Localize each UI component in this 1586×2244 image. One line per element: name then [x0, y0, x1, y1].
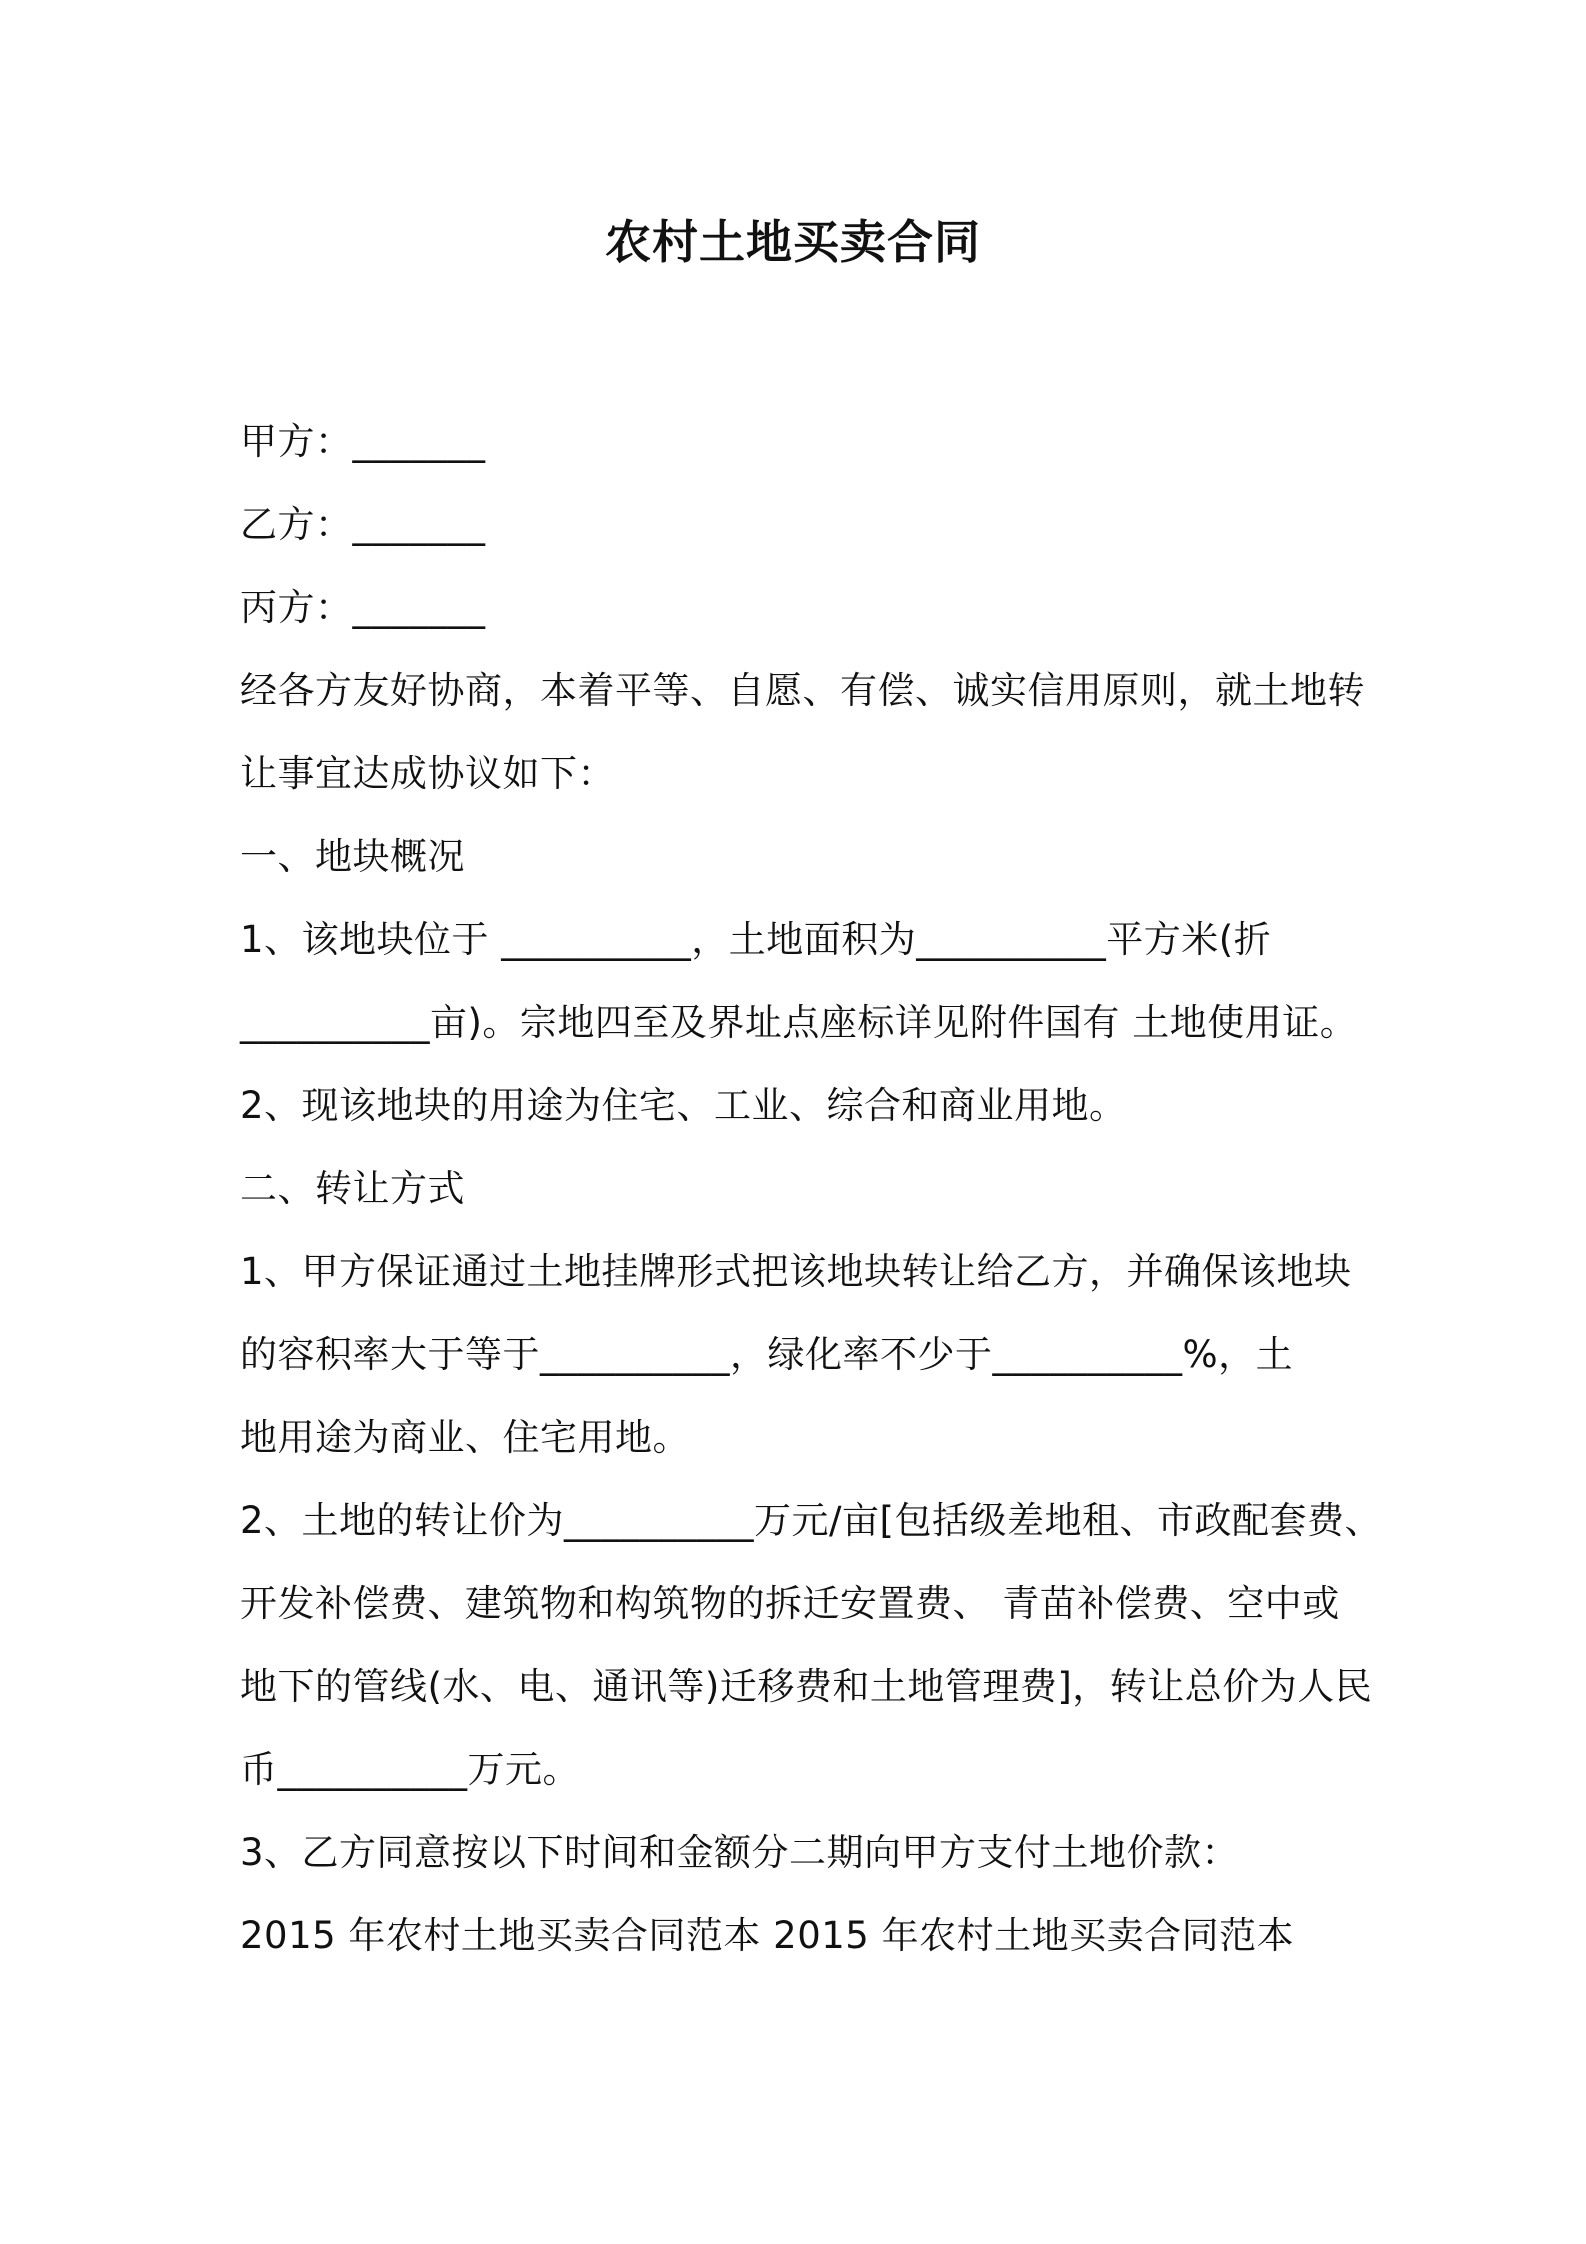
- clause-1-2: 2、现该地块的用途为住宅、工业、综合和商业用地。: [240, 1084, 1127, 1127]
- clause-2-3: 3、乙方同意按以下时间和金额分二期向甲方支付土地价款：: [240, 1831, 1240, 1874]
- clause-2-2-line-3: 地下的管线(水、电、通讯等)迁移费和土地管理费]，转让总价为人民: [240, 1665, 1373, 1708]
- clause-2-1-line-1: 1、甲方保证通过土地挂牌形式把该地块转让给乙方，并确保该地块: [240, 1250, 1352, 1293]
- party-b-line: 乙方：_______: [240, 503, 486, 546]
- preamble-line-2: 让事宜达成协议如下：: [240, 752, 615, 795]
- clause-2-2-line-2: 开发补偿费、建筑物和构筑物的拆迁安置费、 青苗补偿费、空中或: [240, 1582, 1340, 1625]
- clause-2-2-line-1: 2、土地的转让价为__________万元/亩[包括级差地租、市政配套费、: [240, 1499, 1382, 1542]
- section-heading-1: 一、地块概况: [240, 835, 465, 878]
- preamble-line-1: 经各方友好协商，本着平等、自愿、有偿、诚实信用原则，就土地转: [240, 669, 1365, 712]
- party-a-line: 甲方：_______: [240, 420, 486, 463]
- clause-2-1-line-3: 地用途为商业、住宅用地。: [240, 1416, 690, 1459]
- clause-1-1-line-2: __________亩)。宗地四至及界址点座标详见附件国有 土地使用证。: [240, 1001, 1358, 1044]
- footer-caption: 2015 年农村土地买卖合同范本 2015 年农村土地买卖合同范本: [240, 1914, 1295, 1957]
- clause-1-1-line-1: 1、该地块位于 __________，土地面积为__________平方米(折: [240, 918, 1272, 961]
- clause-2-1-line-2: 的容积率大于等于__________，绿化率不少于__________%，土: [240, 1333, 1294, 1376]
- document-title: 农村土地买卖合同: [605, 215, 981, 269]
- party-c-line: 丙方：_______: [240, 586, 486, 629]
- section-heading-2: 二、转让方式: [240, 1167, 465, 1210]
- clause-2-2-line-4: 币__________万元。: [240, 1748, 580, 1791]
